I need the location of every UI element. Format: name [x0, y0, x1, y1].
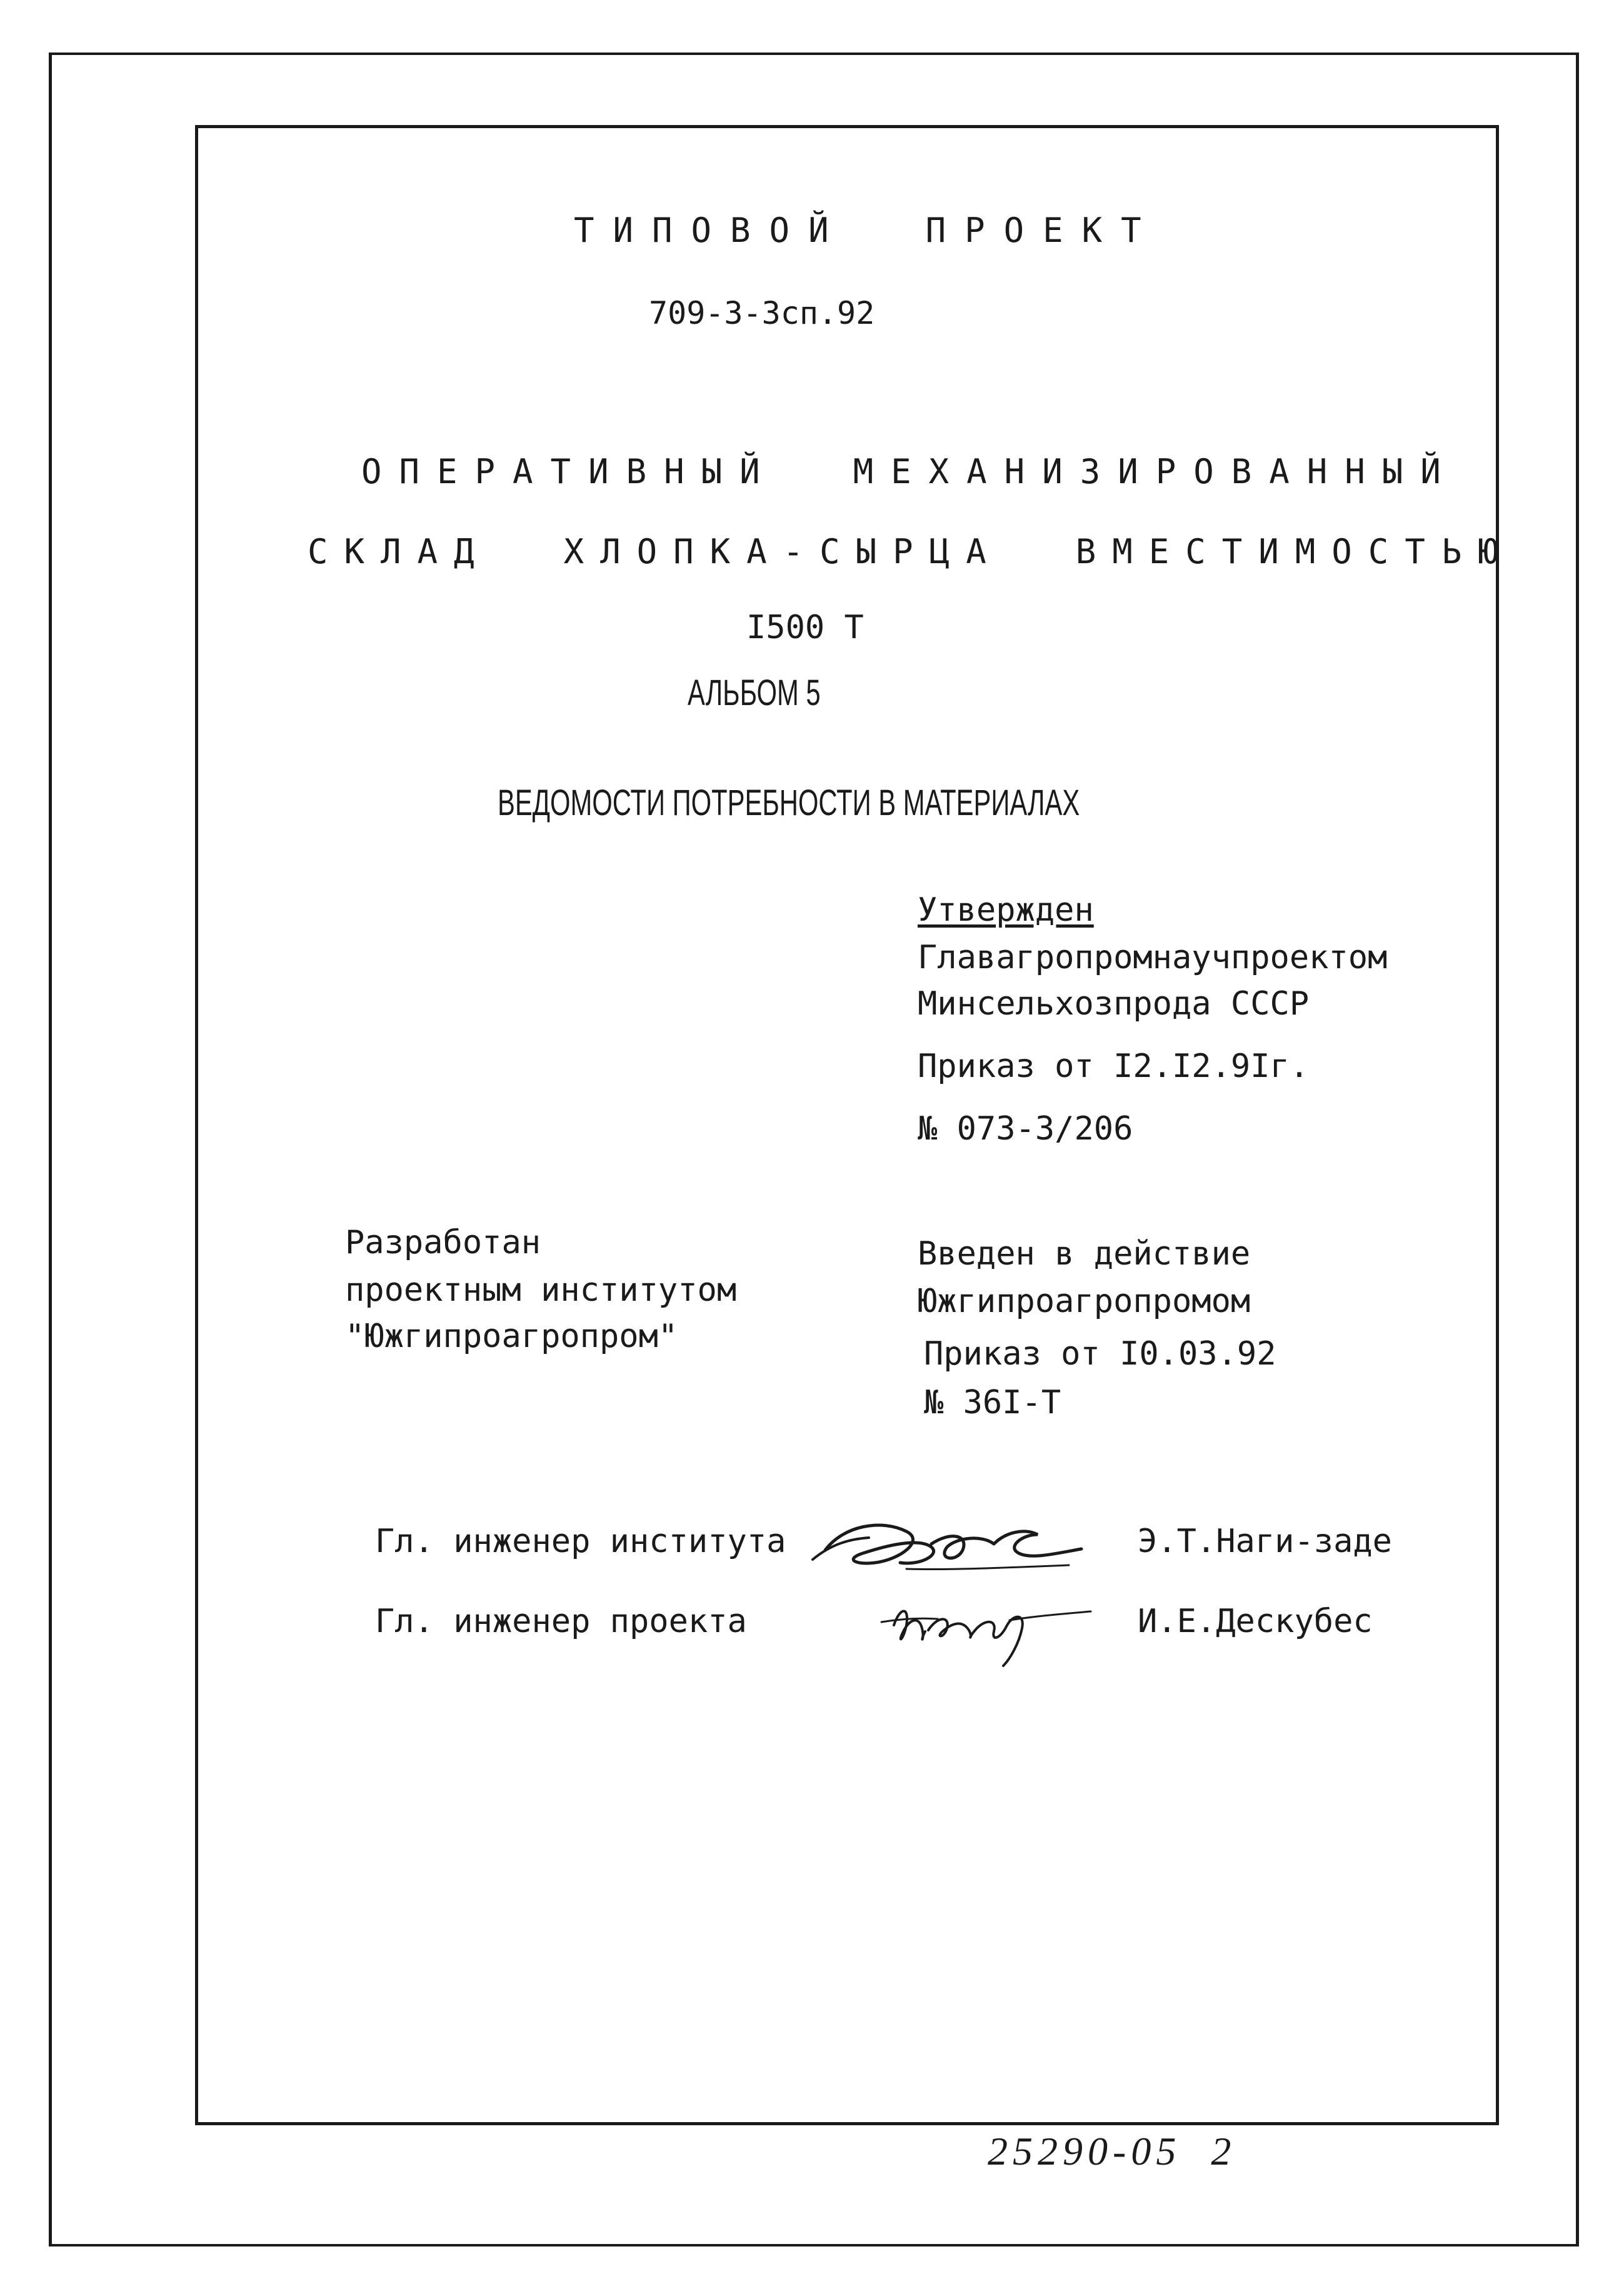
signature-role-chief-engineer-project: Гл. инженер проекта	[375, 1603, 747, 1640]
approved-by: Главагропромнаучпроектом	[918, 939, 1388, 976]
developed-label: Разработан	[345, 1224, 541, 1261]
developed-institute: "Южгипроагропром"	[345, 1318, 678, 1355]
document-subject: ВЕДОМОСТИ ПОТРЕБНОСТИ В МАТЕРИАЛАХ	[498, 783, 1080, 823]
project-number: 709-3-3сп.92	[649, 295, 875, 331]
enacted-by: Южгипроагропромом	[918, 1283, 1251, 1320]
signature-name-chief-engineer-institute: Э.Т.Наги-заде	[1138, 1523, 1392, 1560]
signature-role-chief-engineer-institute: Гл. инженер института	[375, 1523, 786, 1560]
signature-name-chief-engineer-project: И.Е.Дескубес	[1138, 1603, 1373, 1640]
developed-by: проектным институтом	[345, 1271, 737, 1309]
signature-image-institute	[806, 1500, 1100, 1581]
enacted-label: Введен в действие	[918, 1235, 1251, 1273]
title-line-2: СКЛАД ХЛОПКА-СЫРЦА ВМЕСТИМОСТЬЮ	[308, 532, 1515, 571]
capacity: I500 Т	[746, 609, 864, 646]
approved-ministry: Минсельхозпрода СССР	[918, 985, 1310, 1023]
album-number: АЛЬБОМ 5	[688, 673, 821, 713]
approved-order: Приказ от I2.I2.9Iг.	[918, 1048, 1310, 1085]
document-code: 25290-05 2	[988, 2129, 1236, 2173]
enacted-order-number: № 36I-Т	[924, 1384, 1061, 1421]
inner-frame	[195, 125, 1499, 2125]
project-kind: ТИПОВОЙ ПРОЕКТ	[574, 211, 1160, 250]
approved-label: Утвержден	[918, 891, 1094, 929]
title-line-1: ОПЕРАТИВНЫЙ МЕХАНИЗИРОВАННЫЙ	[361, 452, 1458, 491]
approved-order-number: № 073-3/206	[918, 1110, 1133, 1148]
enacted-order: Приказ от I0.03.92	[924, 1335, 1276, 1373]
signature-image-project	[875, 1581, 1100, 1669]
